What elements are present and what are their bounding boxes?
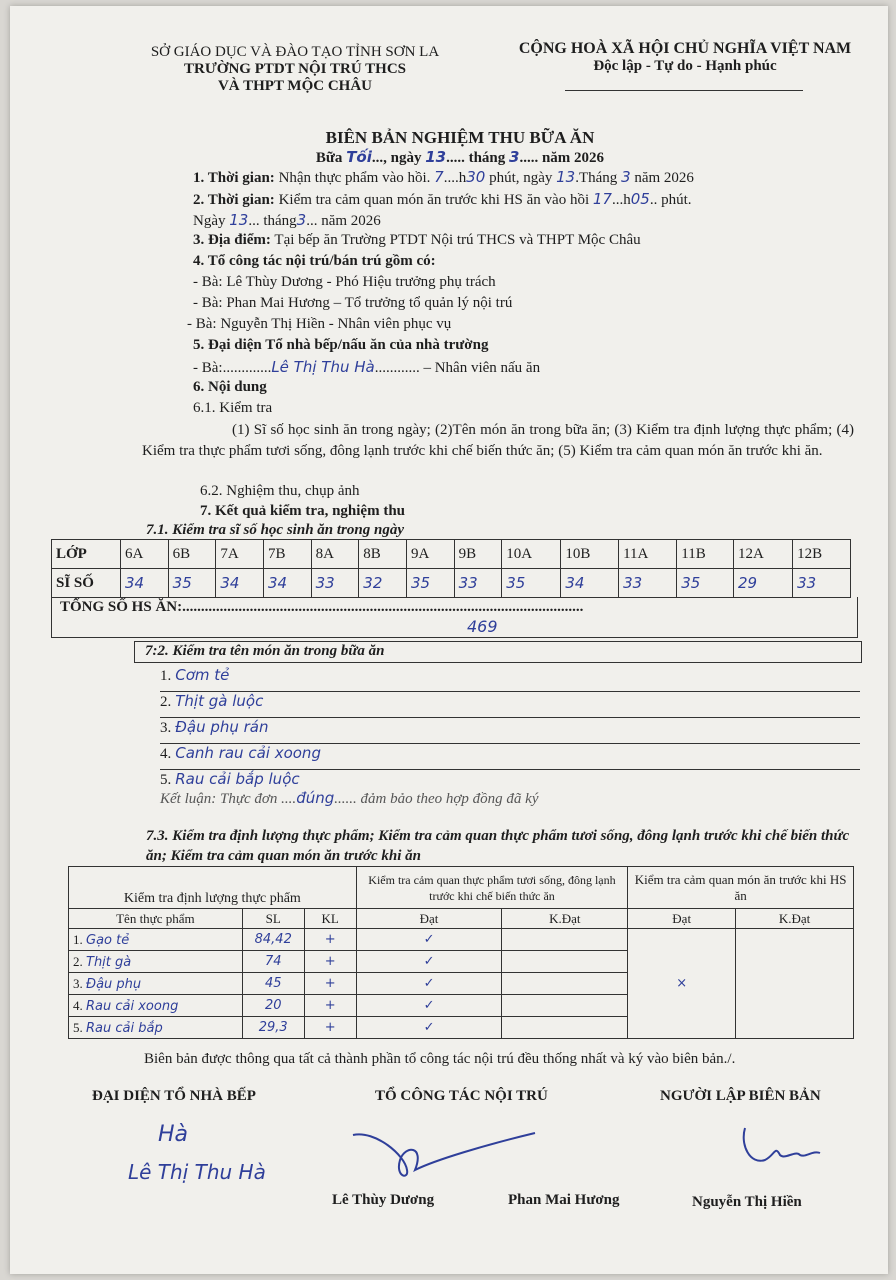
sl-cell: 45 (242, 973, 304, 995)
class-row (52, 540, 851, 569)
dish-number: 3. (160, 720, 172, 736)
col-sensory-pass: Đạt (628, 909, 736, 929)
kl-cell: + (304, 995, 356, 1017)
s6-sub1: 6.1. Kiểm tra (193, 400, 273, 416)
s72-title: 7:2. Kiểm tra tên món ăn trong bữa ăn (145, 643, 385, 659)
conclusion-text-a: Kết luận: Thực đơn .... (160, 791, 297, 807)
fresh-pass-cell: ✓ (356, 995, 502, 1017)
s1-month: 3 (621, 168, 631, 186)
dish-number: 1. (160, 668, 172, 684)
month-value: 3 (509, 148, 520, 166)
kl-cell: + (304, 973, 356, 995)
count-cell: 33 (454, 569, 502, 598)
s73-title: 7.3. Kiểm tra định lượng thực phẩm; Kiểm tra cảm quan thực phẩm tươi sống, đông lạnh trước khi chế biến thức ăn; Kiểm tra cảm quan món ăn trước khi ăn (146, 828, 850, 864)
s2-hour: 17 (592, 190, 612, 208)
fresh-fail-cell (502, 929, 628, 951)
member-2: - Bà: Phan Mai Hương – Tổ trưởng tổ quản lý nội trú (193, 295, 513, 311)
s1-label: 1. Thời gian: (193, 170, 275, 186)
count-cell: 29 (734, 569, 793, 598)
board-title: TỔ CÔNG TÁC NỘI TRÚ (375, 1088, 548, 1104)
month-label: ..... tháng (446, 150, 506, 166)
s2-month: 3 (296, 211, 307, 229)
col-sl: SL (242, 909, 304, 929)
class-cell: 9A (406, 540, 454, 569)
s1-h: ....h (443, 170, 467, 186)
motto: Độc lập - Tự do - Hạnh phúc (593, 58, 777, 74)
s1-text: Nhận thực phẩm vào hồi (278, 170, 427, 186)
s6-paragraph: (1) Sĩ số học sinh ăn trong ngày; (2)Tên món ăn trong bữa ăn; (3) Kiểm tra định lượng thực phẩm; (4) Kiểm tra thực phẩm tươi sống, đông lạnh trước khi chế biến thức ăn; (5) Kiểm tra cảm quan món ăn trước khi ăn. (142, 422, 854, 459)
col-sensory-fail: K.Đạt (736, 909, 854, 929)
food-name-cell (69, 995, 243, 1017)
table-row (69, 929, 854, 951)
col-header-fresh: Kiểm tra cảm quan thực phẩm tươi sống, đông lạnh trước khi chế biến thức ăn (356, 867, 628, 909)
s6-sub2: 6.2. Nghiệm thu, chụp ảnh (200, 483, 360, 499)
class-cell: 10B (561, 540, 619, 569)
dish-name: Rau cải bắp luộc (175, 770, 300, 788)
s1-text2: phút, ngày (489, 170, 553, 186)
row-number: 2. (73, 953, 83, 969)
s2-minute: 05 (630, 190, 650, 208)
s2-month-label: ... tháng (248, 213, 297, 229)
dish-name: Đậu phụ rán (175, 718, 269, 736)
col-header-sensory: Kiểm tra cảm quan món ăn trước khi HS ăn (628, 867, 854, 909)
class-cell: 7B (263, 540, 311, 569)
section-2-date (193, 211, 381, 230)
kl-cell: + (304, 929, 356, 951)
col-fresh-pass: Đạt (356, 909, 502, 929)
kitchen-name-handwritten: Lê Thị Thu Hà (128, 1160, 266, 1184)
section-1: 1. Thời gian: Nhận thực phẩm vào hồi. 7....h30 phút, ngày 13.Tháng 3 năm 2026 (193, 168, 694, 186)
s4-label: 4. Tổ công tác nội trú/bán trú gồm có: (193, 253, 436, 269)
sl-cell: 20 (242, 995, 304, 1017)
count-cell: 35 (502, 569, 561, 598)
count-cell: 32 (359, 569, 407, 598)
food-name: Rau cải bắp (86, 1020, 163, 1036)
fresh-fail-cell (502, 951, 628, 973)
col-fresh-fail: K.Đạt (502, 909, 628, 929)
nation-title: CỘNG HOÀ XÃ HỘI CHỦ NGHĨA VIỆT NAM (518, 40, 852, 57)
header-right (490, 40, 880, 75)
fresh-pass-cell: ✓ (356, 951, 502, 973)
meal-line (180, 148, 740, 167)
day-label: ..., ngày (371, 150, 422, 166)
conclusion-text-b: ...... đảm bảo theo hợp đồng đã ký (334, 791, 539, 807)
list-item (160, 718, 860, 744)
kitchen-rep-title: ĐẠI DIỆN TỔ NHÀ BẾP (92, 1088, 256, 1104)
dish-number: 5. (160, 772, 172, 788)
total-label: TỔNG SỐ HS ĂN:........................................................................................................... (60, 599, 584, 615)
col-food-name: Tên thực phẩm (69, 909, 243, 929)
sl-cell: 84,42 (242, 929, 304, 951)
count-cell: 35 (168, 569, 216, 598)
s1-text3: .Tháng (575, 170, 618, 186)
headcount-table (51, 539, 851, 598)
count-cell: 35 (677, 569, 734, 598)
fresh-pass-cell: ✓ (356, 1017, 502, 1039)
sensory-fail-cell (736, 929, 854, 1039)
count-cell: 34 (561, 569, 619, 598)
school-name-2: VÀ THPT MỘC CHÂU (217, 78, 373, 94)
fresh-pass-cell: ✓ (356, 929, 502, 951)
total-value: 469 (467, 617, 498, 636)
food-name-cell (69, 951, 243, 973)
class-row-label: LỚP (52, 540, 121, 569)
count-cell: 33 (311, 569, 359, 598)
s1-hour: 7 (434, 168, 444, 186)
food-name-cell (69, 973, 243, 995)
motto-underline (565, 90, 803, 91)
maker-title: NGƯỜI LẬP BIÊN BẢN (660, 1088, 821, 1104)
class-cell: 9B (454, 540, 502, 569)
maker-name: Nguyễn Thị Hiền (692, 1194, 802, 1210)
member-3: - Bà: Nguyễn Thị Hiền - Nhân viên phục vụ (187, 316, 452, 332)
conclusion-value: đúng (296, 789, 335, 807)
sensory-pass-cell: × (628, 929, 736, 1039)
s6-label: 6. Nội dung (193, 379, 267, 395)
class-cell: 6B (168, 540, 216, 569)
s5-prefix: - Bà:............. (193, 360, 272, 376)
class-cell: 8A (311, 540, 359, 569)
section-2 (193, 190, 873, 209)
s71-title: 7.1. Kiểm tra sĩ số học sinh ăn trong ngày (146, 522, 404, 538)
s5-cook-name: Lê Thị Thu Hà (271, 358, 375, 376)
list-item (160, 692, 860, 718)
dish-number: 4. (160, 746, 172, 762)
class-cell: 12A (734, 540, 793, 569)
s2-day-label: Ngày (193, 213, 226, 229)
s3-label: 3. Địa điểm: (193, 232, 271, 248)
food-name-cell (69, 1017, 243, 1039)
s7-label: 7. Kết quả kiểm tra, nghiệm thu (200, 503, 406, 519)
doc-title: BIÊN BẢN NGHIỆM THU BỮA ĂN (325, 128, 595, 147)
row-number: 3. (73, 975, 83, 991)
maker-signature-icon (735, 1120, 825, 1175)
count-row (52, 569, 851, 598)
col-kl: KL (304, 909, 356, 929)
s2-text: Kiểm tra cảm quan món ăn trước khi HS ăn vào hồi (278, 192, 590, 208)
dish-name: Canh rau cải xoong (175, 744, 321, 762)
class-cell: 10A (502, 540, 561, 569)
fresh-pass-cell: ✓ (356, 973, 502, 995)
food-name: Rau cải xoong (86, 998, 179, 1014)
count-cell: 35 (406, 569, 454, 598)
row-number: 5. (73, 1019, 83, 1035)
s5-suffix: ............ – Nhân viên nấu ăn (374, 360, 541, 376)
food-check-table (68, 866, 854, 1039)
s2-year: ... năm 2026 (306, 213, 381, 229)
class-cell: 12B (793, 540, 851, 569)
class-cell: 11B (677, 540, 734, 569)
s3-text: Tại bếp ăn Trường PTDT Nội trú THCS và THPT Mộc Châu (274, 232, 641, 248)
year-label: ..... năm 2026 (519, 150, 605, 166)
sl-cell: 29,3 (242, 1017, 304, 1039)
count-cell: 33 (793, 569, 851, 598)
row-number: 4. (73, 997, 83, 1013)
class-cell: 8B (359, 540, 407, 569)
class-cell: 11A (619, 540, 677, 569)
fresh-fail-cell (502, 973, 628, 995)
food-name: Đậu phụ (86, 976, 142, 992)
count-cell: 34 (216, 569, 264, 598)
dept-name: SỞ GIÁO DỤC VÀ ĐÀO TẠO TỈNH SƠN LA (150, 44, 440, 60)
food-name: Thịt gà (86, 954, 132, 970)
kl-cell: + (304, 1017, 356, 1039)
sl-cell: 74 (242, 951, 304, 973)
section-3 (193, 232, 873, 249)
board-member-1: Lê Thùy Dương (332, 1192, 435, 1208)
dish-name: Cơm tẻ (175, 666, 230, 684)
s1-minute: 30 (466, 168, 486, 186)
list-item (160, 666, 860, 692)
board-signature-icon (345, 1115, 545, 1185)
count-cell: 34 (121, 569, 169, 598)
fresh-fail-cell (502, 1017, 628, 1039)
kl-cell: + (304, 951, 356, 973)
menu-conclusion (160, 789, 538, 808)
row-number: 1. (73, 931, 83, 947)
school-name-1: TRƯỜNG PTDT NỘI TRÚ THCS (184, 61, 406, 77)
header-left (125, 44, 465, 95)
s1-year: năm 2026 (634, 170, 694, 186)
count-cell: 34 (263, 569, 311, 598)
member-1: - Bà: Lê Thùy Dương - Phó Hiệu trưởng phụ trách (193, 274, 496, 290)
fresh-fail-cell (502, 995, 628, 1017)
count-row-label: SĨ SỐ (52, 569, 121, 598)
s5-label: 5. Đại diện Tổ nhà bếp/nấu ăn của nhà trường (193, 337, 489, 353)
col-header-quantity: Kiểm tra định lượng thực phẩm (69, 867, 357, 909)
s5-cook (193, 358, 540, 377)
s2-h: ...h (611, 192, 631, 208)
board-member-2: Phan Mai Hương (508, 1192, 620, 1208)
list-item (160, 744, 860, 770)
class-cell: 7A (216, 540, 264, 569)
day-value: 13 (425, 148, 447, 166)
kitchen-signature: Hà (158, 1122, 189, 1147)
dish-number: 2. (160, 694, 172, 710)
s72-title-box (134, 641, 862, 663)
count-cell: 33 (619, 569, 677, 598)
closing-statement: Biên bản được thông qua tất cả thành phần tổ công tác nội trú đều thống nhất và ký vào biên bản./. (144, 1051, 736, 1067)
food-name: Gạo tẻ (86, 932, 130, 948)
class-cell: 6A (121, 540, 169, 569)
dish-list (160, 666, 860, 792)
dish-name: Thịt gà luộc (175, 692, 264, 710)
s2-label: 2. Thời gian: (193, 192, 275, 208)
meal-value: Tối (346, 148, 372, 166)
s1-day: 13 (556, 168, 576, 186)
total-box (51, 597, 858, 638)
s2-day: 13 (229, 211, 249, 229)
food-name-cell (69, 929, 243, 951)
s2-text2: .. phút. (649, 192, 692, 208)
meal-label: Bữa (315, 150, 343, 166)
